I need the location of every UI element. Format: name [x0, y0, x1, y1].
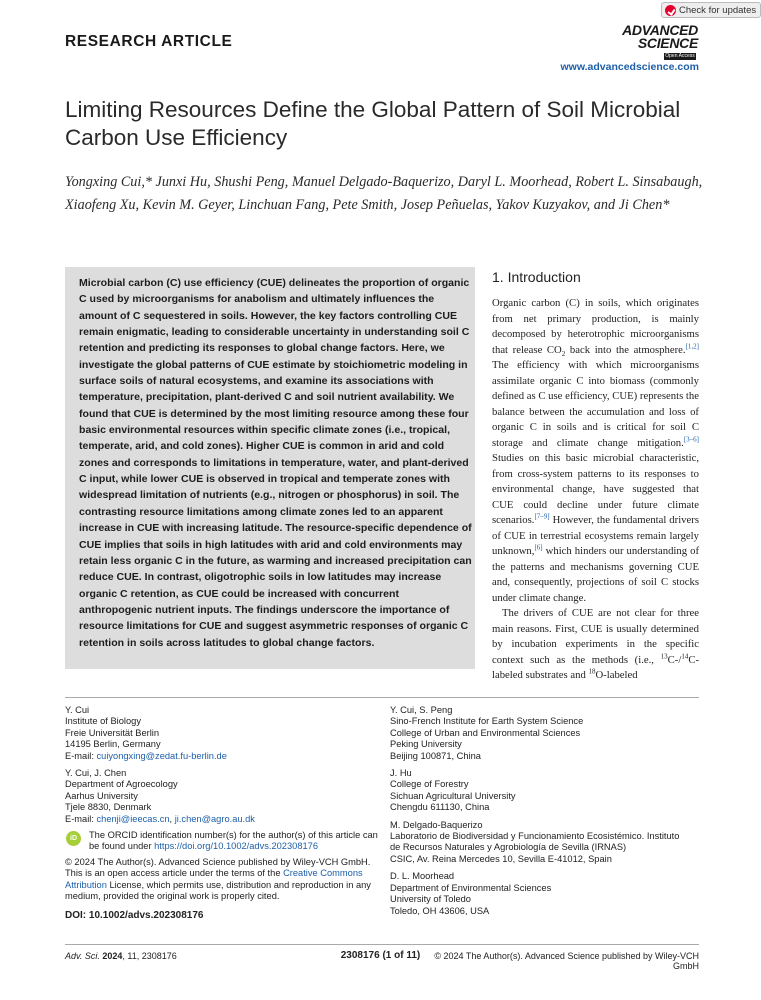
intro-text: C-labeled substrates and [492, 653, 699, 681]
intro-paragraph-1 [492, 296, 699, 606]
citation-link[interactable]: [1,2] [685, 341, 699, 350]
citation-link[interactable]: [6] [534, 543, 543, 552]
check-updates-icon [665, 5, 676, 16]
affiliation-line: D. L. Moorhead [390, 871, 455, 882]
page-number: 2308176 (1 of 11) [340, 950, 421, 961]
affiliation-line: Aarhus University [65, 790, 138, 801]
orcid-note [89, 830, 379, 853]
affiliations-right [390, 705, 700, 917]
intro-text: The drivers of CUE are not clear for three main reasons. First, CUE is usually determined by incubation experiments in the specific context such as the methods (i.e., [492, 607, 699, 666]
journal-logo [598, 24, 698, 60]
affiliation-email-line [65, 751, 385, 762]
abstract-text: Microbial carbon (C) use efficiency (CUE) delineates the proportion of organic C used by microorganisms for anabolism and ultimately influences the amount of C sequestered in soils. However, the key factors controlling CUE remain enigmatic, leading to considerable uncertainty in understanding soil C retention and predicting its responses to global change factors. Here, we investigate the global patterns of CUE estimate by stoichiometric modeling in surface soils of natural ecosystems, and examine its associations with temperature, precipitation, plant-derived C and soil nutrient availability. We found that CUE is determined by the most limiting resource among these four basic environmental resources within specific climate zones (i.e., tropical, temperate, arid, and cold zones). Higher CUE is common in arid and cold zones and corresponds to limitations in temperature, water, and plant-derived C input, while lower CUE is observed in tropical and temperate zones with widespread limitation of nutrients (e.g., nitrogen or phosphorus) in soil. The contrasting resource limitations among climate zones led to an apparent increase in CUE with increasing latitude. The resource-specific dependence of CUE implies that soils in high latitudes with arid and cold environments may retain less organic C in the future, as warming and increased precipitation can reduce CUE. In contrast, oligotrophic soils in low latitudes may increase organic C retention, as CUE could be increased with concurrent anthropogenic nutrient inputs. The findings underscore the importance of resource limitations for CUE and suggest asymmetric responses of organic C retention in soils across latitudes to global change factors. [79, 277, 472, 649]
intro-text: which hinders our understanding of the patterns and mechanisms governing CUE and, consequently, projections of soil C stocks under climate change. [492, 545, 699, 604]
footer-volume: , 11, 2308176 [122, 951, 177, 961]
citation-link[interactable]: [3–6] [683, 434, 699, 443]
open-access-badge: Open Access [665, 53, 695, 59]
affiliation-line: Department of Agroecology [65, 779, 178, 790]
affiliation-line: College of Urban and Environmental Sciences [390, 727, 581, 738]
affiliation-line: J. Hu [390, 768, 412, 779]
license-link[interactable]: Creative Commons Attribution [65, 868, 363, 890]
footer-year: 2024 [102, 951, 123, 961]
journal-logo-line2: SCIENCE [637, 35, 698, 51]
affiliation-line: Chengdu 611130, China [390, 802, 490, 813]
affiliation-line: Sino-French Institute for Earth System Science [390, 716, 584, 727]
doi: DOI: 10.1002/advs.202308176 [65, 910, 204, 921]
divider [65, 697, 699, 698]
affiliation-line: 14195 Berlin, Germany [65, 739, 161, 750]
affiliation-line: Beijing 100871, China [390, 750, 481, 761]
affiliation-line: Peking University [390, 739, 462, 750]
email-label: E-mail: [65, 750, 97, 761]
affiliation-line: Department of Environmental Sciences [390, 882, 552, 893]
intro-text: Studies on this basic microbial characteristic, from cross-system patterns to its responses to environmental change, have suggested that CUE could decline under future climate scenarios. [492, 452, 699, 526]
superscript: 14 [681, 651, 689, 660]
author-list: Yongxing Cui,* Junxi Hu, Shushi Peng, Manuel Delgado-Baquerizo, Daryl L. Moorhead, Robert L. Sinsabaugh, Xiaofeng Xu, Kevin M. Geyer, Linchuan Fang, Pete Smith, Josep Peñuelas, Yakov Kuzyakov, and Ji Chen* [65, 174, 703, 213]
intro-text: The efficiency with which microorganisms assimilate organic C into biomass (commonly defined as C use efficiency, CUE) represents the balance between the accumulation and loss of organic C in soils and is critical for soil C storage and climate change mitigation. [492, 359, 699, 449]
footer-citation [65, 951, 177, 961]
affiliation-line: Toledo, OH 43606, USA [390, 905, 490, 916]
email-link[interactable]: cuiyongxing@zedat.fu-berlin.de [96, 750, 227, 761]
journal-logo-line1: ADVANCED [622, 22, 698, 38]
affiliation-line: Tjele 8830, Denmark [65, 802, 152, 813]
email-separator: , [169, 813, 175, 824]
affiliation-line: de Recursos Naturales y Agrobiología de Sevilla (IRNAS) [390, 842, 627, 853]
footer-divider [65, 944, 699, 945]
orcid-text: The ORCID identification number(s) for the author(s) of this article can be found under [89, 830, 378, 852]
affiliation-line: Laboratorio de Biodiversidad y Funcionamiento Ecosistémico. Instituto [390, 831, 680, 842]
orcid-link[interactable]: https://doi.org/10.1002/advs.202308176 [154, 841, 318, 852]
introduction-body [492, 296, 699, 684]
affiliation-line: Y. Cui [65, 705, 90, 715]
footer-journal: Adv. Sci. [65, 951, 100, 961]
superscript: 18 [588, 667, 596, 676]
copyright-note [65, 857, 385, 903]
affiliation-line: M. Delgado-Baquerizo [390, 819, 483, 830]
email-link[interactable]: chenji@ieecas.cn [96, 813, 170, 824]
check-for-updates-badge[interactable] [661, 2, 761, 18]
affiliation-line: Institute of Biology [65, 716, 141, 727]
orcid-icon: iD [66, 831, 81, 846]
affiliation-line: Freie Universität Berlin [65, 727, 160, 738]
copyright-text: License, which permits use, distribution and reproduction in any medium, provided the original work is properly cited. [65, 879, 371, 902]
intro-text: back into the atmosphere. [565, 343, 686, 356]
section-label: RESEARCH ARTICLE [65, 33, 233, 50]
footer-copyright: © 2024 The Author(s). Advanced Science published by Wiley-VCH GmbH [434, 951, 699, 971]
affiliation-line: College of Forestry [390, 779, 469, 790]
affiliation-line: Y. Cui, S. Peng [390, 705, 453, 715]
journal-url-link[interactable]: www.advancedscience.com [560, 61, 699, 73]
email-label: E-mail: [65, 813, 97, 824]
article-title: Limiting Resources Define the Global Pattern of Soil Microbial Carbon Use Efficiency [65, 97, 681, 150]
email-link[interactable]: ji.chen@agro.au.dk [174, 813, 255, 824]
intro-text: Organic carbon (C) in soils, which originates from net primary production, is mainly decomposed by heterotrophic microorganisms that release CO [492, 297, 699, 356]
subscript: 2 [561, 349, 566, 358]
affiliation-email-line [65, 814, 385, 825]
check-updates-label: Check for updates [679, 4, 757, 16]
affiliation-line: CSIC, Av. Reina Mercedes 10, Sevilla E-41012, Spain [390, 853, 612, 864]
superscript: 13 [660, 651, 668, 660]
copyright-text: © 2024 The Author(s). Advanced Science published by Wiley-VCH GmbH. This is an open access article under the terms of the [65, 857, 371, 879]
affiliation-line: Sichuan Agricultural University [390, 790, 516, 801]
intro-paragraph-2 [492, 606, 699, 684]
introduction-heading: 1. Introduction [492, 269, 581, 285]
intro-text: O-labeled [595, 669, 638, 681]
affiliation-line: Y. Cui, J. Chen [65, 768, 127, 779]
intro-text: C-/ [667, 653, 682, 666]
affiliation-line: University of Toledo [390, 894, 471, 905]
intro-text: However, the fundamental drivers of CUE in terrestrial ecosystems remain largely unknown, [492, 514, 699, 557]
affiliations-left [65, 705, 385, 825]
citation-link[interactable]: [7–9] [534, 512, 550, 521]
